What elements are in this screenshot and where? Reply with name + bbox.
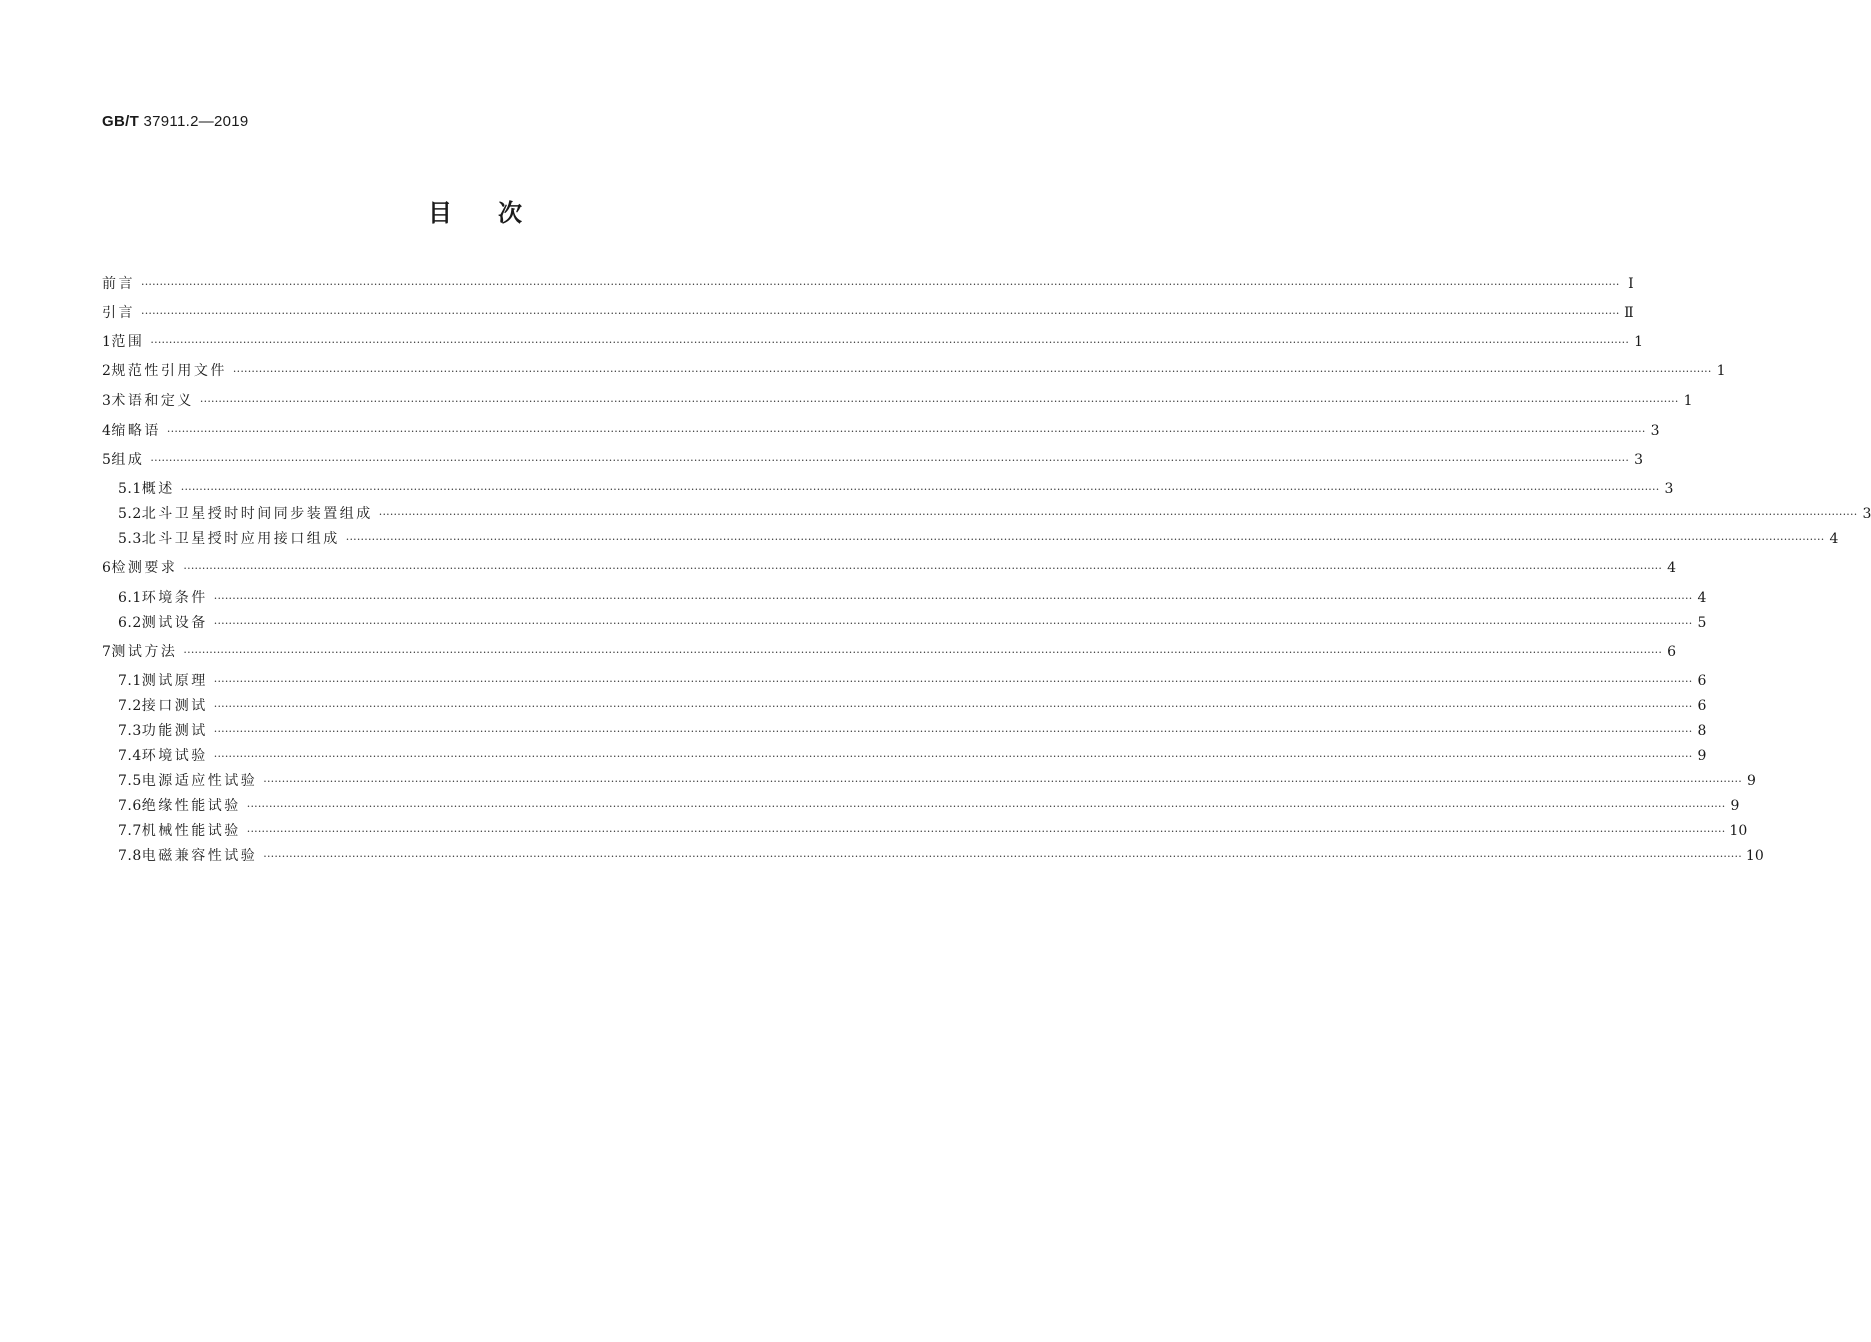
toc-entry-label: 缩略语: [111, 423, 161, 439]
toc-entry[interactable]: [118, 695, 1707, 717]
toc-entry[interactable]: [102, 390, 1693, 412]
toc-entry[interactable]: [118, 820, 1748, 842]
toc-entry-number: 1: [102, 334, 112, 350]
toc-entry-number: 7.5: [118, 773, 142, 789]
toc-entry[interactable]: [118, 528, 1839, 550]
toc-entry[interactable]: [118, 795, 1740, 817]
toc-entry-number: 5.1: [118, 481, 142, 497]
toc-leader-dots: ················································································································································································································································································································································································································: [213, 725, 1693, 738]
toc-leader-dots: ················································································································································································································································································································································································································: [213, 700, 1693, 713]
toc-entry-label: 检测要求: [111, 560, 178, 576]
toc-entry-number: 7.7: [118, 823, 142, 839]
toc-entry-page: 4: [1829, 531, 1839, 547]
standard-prefix: GB/T: [102, 113, 140, 130]
toc-entry-number: 7.3: [118, 723, 142, 739]
page-title: 目次: [428, 199, 568, 227]
toc-entry-page: 3: [1634, 452, 1644, 468]
toc-entry-label: 机械性能试验: [141, 823, 241, 839]
toc-entry-label: 功能测试: [141, 723, 208, 739]
toc-entry[interactable]: [118, 745, 1707, 767]
toc-entry-page: Ⅰ: [1628, 276, 1634, 292]
toc-entry-page: 6: [1697, 698, 1707, 714]
toc-entry[interactable]: [118, 720, 1707, 742]
toc-entry[interactable]: [118, 478, 1674, 500]
standard-number: 37911.2—2019: [143, 113, 249, 130]
toc-entry-number: 7.1: [118, 673, 142, 689]
toc-entry[interactable]: [102, 449, 1644, 471]
toc-leader-dots: ················································································································································································································································································································································································································: [246, 800, 1726, 813]
toc-entry-page: 3: [1862, 506, 1871, 522]
toc-entry-page: 4: [1697, 590, 1707, 606]
toc-entry-page: 3: [1664, 481, 1674, 497]
toc-entry[interactable]: [102, 302, 1634, 324]
toc-entry-label: 术语和定义: [111, 393, 194, 409]
toc-entry-page: 10: [1729, 823, 1748, 839]
toc-entry-page: 8: [1697, 723, 1707, 739]
toc-entry-label: 前言: [102, 276, 135, 292]
toc-leader-dots: ················································································································································································································································································································································································································: [199, 395, 1679, 408]
toc-entry-page: 6: [1667, 644, 1677, 660]
toc-entry-label: 北斗卫星授时时间同步装置组成: [141, 506, 373, 522]
toc-entry-number: 3: [102, 393, 112, 409]
toc-entry[interactable]: [118, 612, 1707, 634]
toc-entry-label: 测试方法: [111, 644, 178, 660]
toc-entry-number: 7.6: [118, 798, 142, 814]
toc-leader-dots: ················································································································································································································································································································································································································: [150, 454, 1630, 467]
toc-entry[interactable]: [102, 273, 1634, 295]
toc-leader-dots: ················································································································································································································································································································································································································: [183, 562, 1663, 575]
toc-entry-page: 6: [1697, 673, 1707, 689]
toc-entry-label: 环境条件: [141, 590, 208, 606]
toc-entry-page: 1: [1683, 393, 1693, 409]
toc-entry-number: 5.3: [118, 531, 142, 547]
toc-entry-page: 4: [1667, 560, 1677, 576]
toc-leader-dots: ················································································································································································································································································································································································································: [150, 336, 1630, 349]
toc-entry-label: 组成: [111, 452, 145, 468]
toc-leader-dots: ················································································································································································································································································································································································································: [263, 850, 1742, 863]
toc-leader-dots: ················································································································································································································································································································································································································: [263, 775, 1742, 788]
toc-entry-number: 7.4: [118, 748, 142, 764]
toc-leader-dots: ················································································································································································································································································································································································································: [213, 750, 1693, 763]
toc-leader-dots: ················································································································································································································································································································································································································: [378, 508, 1858, 521]
toc-entry-number: 5.2: [118, 506, 142, 522]
toc-entry-label: 北斗卫星授时应用接口组成: [141, 531, 340, 547]
toc-leader-dots: ················································································································································································································································································································································································································: [345, 533, 1825, 546]
toc-entry[interactable]: [102, 420, 1660, 442]
toc-entry[interactable]: [102, 360, 1726, 382]
toc-entry-page: 9: [1697, 748, 1707, 764]
toc-entry-label: 规范性引用文件: [111, 363, 227, 379]
toc-entry[interactable]: [118, 670, 1707, 692]
toc-entry[interactable]: [102, 641, 1677, 663]
toc-leader-dots: ················································································································································································································································································································································································································: [141, 278, 1620, 291]
toc-entry-label: 电磁兼容性试验: [141, 848, 258, 864]
toc-leader-dots: ················································································································································································································································································································································································································: [180, 483, 1660, 496]
toc-entry-number: 2: [102, 363, 112, 379]
toc-entry-label: 接口测试: [141, 698, 208, 714]
toc-leader-dots: ················································································································································································································································································································································································································: [183, 646, 1663, 659]
toc-entry-page: Ⅱ: [1624, 305, 1634, 321]
toc-entry-label: 绝缘性能试验: [141, 798, 241, 814]
toc-leader-dots: ················································································································································································································································································································································································································: [213, 617, 1693, 630]
toc-entry-number: 6.2: [118, 615, 142, 631]
toc-leader-dots: ················································································································································································································································································································································································································: [166, 425, 1646, 438]
toc-entry-number: 5: [102, 452, 112, 468]
toc-entry-number: 7.2: [118, 698, 142, 714]
toc-leader-dots: ················································································································································································································································································································································································································: [213, 675, 1693, 688]
toc-entry-number: 6: [102, 560, 112, 576]
toc-leader-dots: ················································································································································································································································································································································································································: [246, 825, 1726, 838]
toc-entry[interactable]: [118, 587, 1707, 609]
toc-entry-label: 测试原理: [141, 673, 208, 689]
toc-entry-label: 概述: [141, 481, 175, 497]
toc-entry-page: 1: [1634, 334, 1644, 350]
toc-entry[interactable]: [118, 770, 1756, 792]
toc-entry-label: 电源适应性试验: [141, 773, 258, 789]
toc-entry-page: 3: [1650, 423, 1660, 439]
toc-entry-number: 7.8: [118, 848, 142, 864]
toc-entry-page: 9: [1746, 773, 1756, 789]
toc-leader-dots: ················································································································································································································································································································································································································: [141, 307, 1620, 320]
toc-entry-label: 引言: [102, 305, 135, 321]
toc-leader-dots: ················································································································································································································································································································································································································: [232, 365, 1712, 378]
toc-entry-number: 4: [102, 423, 112, 439]
standard-code: [102, 113, 249, 130]
toc-entry-number: 7: [102, 644, 112, 660]
toc-entry-page: 10: [1745, 848, 1764, 864]
toc-entry[interactable]: [102, 557, 1677, 579]
toc-entry[interactable]: [118, 503, 1871, 525]
toc-entry-page: 9: [1730, 798, 1740, 814]
toc-entry-label: 环境试验: [141, 748, 208, 764]
toc-leader-dots: ················································································································································································································································································································································································································: [213, 592, 1693, 605]
toc-entry[interactable]: [118, 845, 1764, 867]
toc-entry[interactable]: [102, 331, 1644, 353]
toc-entry-label: 测试设备: [141, 615, 208, 631]
toc-entry-number: 6.1: [118, 590, 142, 606]
toc-entry-label: 范围: [111, 334, 145, 350]
toc-entry-page: 5: [1697, 615, 1707, 631]
toc-entry-page: 1: [1716, 363, 1726, 379]
